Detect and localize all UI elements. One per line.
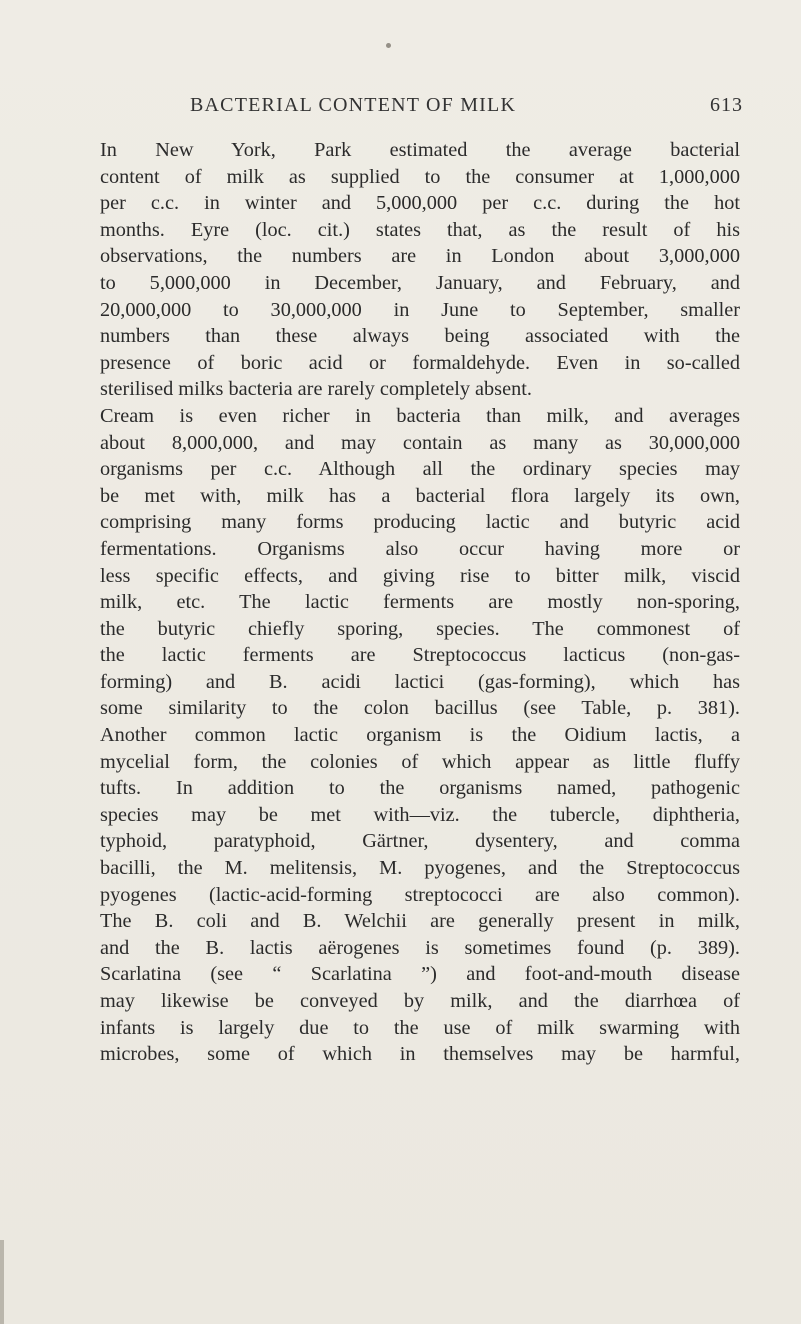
- text-line: tufts. In addition to the organisms named, pathogenic: [100, 777, 740, 800]
- page-number: 613: [710, 94, 743, 116]
- text-line: In New York, Park estimated the average bacterial: [100, 139, 740, 161]
- text-line: per c.c. in winter and 5,000,000 per c.c. during the hot: [100, 192, 740, 215]
- paragraph-2: [78, 403, 740, 1068]
- text-line: organisms per c.c. Although all the ordinary species may: [100, 458, 740, 481]
- text-line: fermentations. Organisms also occur having more or: [100, 537, 740, 560]
- text-line: and the B. lactis aërogenes is sometimes found (p. 389).: [100, 936, 740, 959]
- text-line: the butyric chiefly sporing, species. The commonest of: [100, 617, 740, 640]
- text-line: presence of boric acid or formaldehyde. Even in so-called: [100, 351, 740, 374]
- text-line: to 5,000,000 in December, January, and February, and: [100, 271, 740, 294]
- text-line: microbes, some of which in themselves may be harmful,: [100, 1043, 740, 1066]
- ink-speck: [386, 43, 391, 48]
- text-line: numbers than these always being associated with the: [100, 325, 740, 348]
- running-head: BACTERIAL CONTENT OF MILK: [190, 94, 517, 116]
- text-line: Cream is even richer in bacteria than milk, and averages: [100, 404, 740, 427]
- text-line: observations, the numbers are in London about 3,000,000: [100, 245, 740, 268]
- text-line: pyogenes (lactic-acid-forming streptococci are also common).: [100, 883, 740, 906]
- text-line: be met with, milk has a bacterial flora largely its own,: [100, 484, 740, 507]
- text-line: infants is largely due to the use of milk swarming with: [100, 1016, 740, 1039]
- text-line: 20,000,000 to 30,000,000 in June to September, smaller: [100, 298, 740, 321]
- paragraph-1: [78, 137, 740, 403]
- text-line: mycelial form, the colonies of which appear as little fluffy: [100, 750, 740, 773]
- text-line: the lactic ferments are Streptococcus lacticus (non-gas-: [100, 644, 740, 667]
- text-line: forming) and B. acidi lactici (gas-forming), which has: [100, 670, 740, 693]
- text-line: content of milk as supplied to the consumer at 1,000,000: [100, 165, 740, 188]
- page-header: [0, 94, 801, 124]
- text-line: less specific effects, and giving rise to bitter milk, viscid: [100, 564, 740, 587]
- text-line: about 8,000,000, and may contain as many as 30,000,000: [100, 431, 740, 454]
- text-line: Another common lactic organism is the Oidium lactis, a: [100, 724, 740, 747]
- text-line: may likewise be conveyed by milk, and the diarrhœa of: [100, 990, 740, 1012]
- text-line: species may be met with—viz. the tubercle, diphtheria,: [100, 803, 740, 826]
- body-text: [78, 137, 740, 1068]
- text-line: milk, etc. The lactic ferments are mostly non-sporing,: [100, 591, 740, 614]
- text-line: The B. coli and B. Welchii are generally present in milk,: [100, 910, 740, 933]
- text-line: sterilised milks bacteria are rarely completely absent.: [100, 378, 532, 401]
- text-line: comprising many forms producing lactic and butyric acid: [100, 511, 740, 534]
- text-line: months. Eyre (loc. cit.) states that, as the result of his: [100, 218, 740, 241]
- text-line: typhoid, paratyphoid, Gärtner, dysentery, and comma: [100, 830, 740, 853]
- page-edge-shadow: [0, 1240, 4, 1324]
- text-line: Scarlatina (see “ Scarlatina ”) and foot-and-mouth disease: [100, 963, 740, 986]
- text-line: some similarity to the colon bacillus (see Table, p. 381).: [100, 697, 740, 720]
- text-line: bacilli, the M. melitensis, M. pyogenes, and the Streptococcus: [100, 857, 740, 880]
